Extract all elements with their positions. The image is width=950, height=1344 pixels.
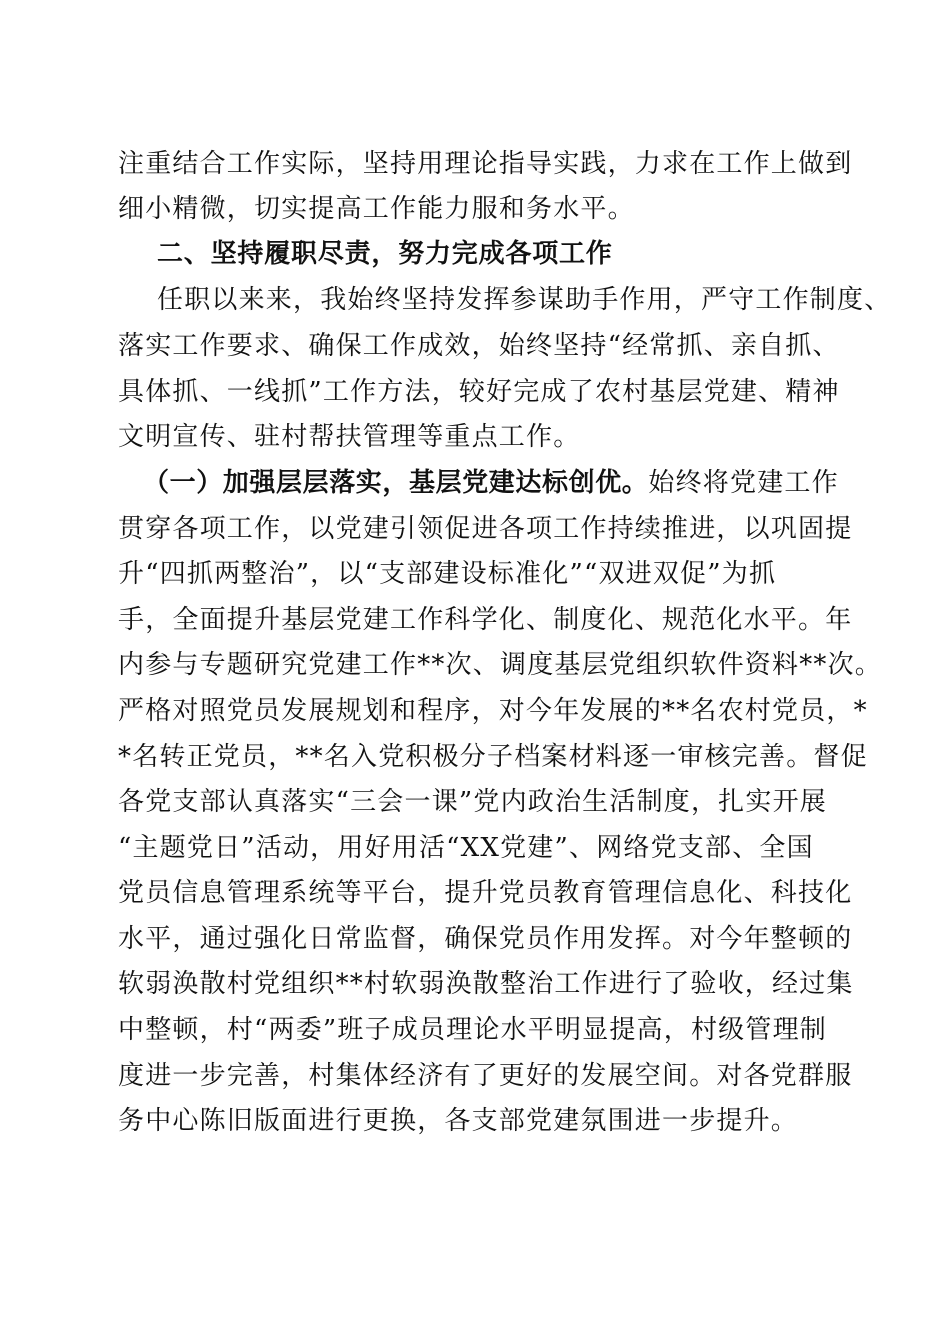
section-heading: 二、坚持履职尽责，努力完成各项工作 bbox=[157, 239, 613, 269]
subsection-heading: （一）加强层层落实，基层党建达标创优。 bbox=[143, 468, 649, 498]
paragraph-line: 具体抓、一线抓”工作方法，较好完成了农村基层党建、精神 bbox=[118, 377, 840, 407]
paragraph-line: 贯穿各项工作，以党建引领促进各项工作持续推进，以巩固提 bbox=[118, 514, 853, 544]
paragraph-line: 升“四抓两整治”，以“支部建设标准化”“双进双促”为抓 bbox=[118, 559, 777, 589]
paragraph-line: 各党支部认真落实“三会一课”党内政治生活制度，扎实开展 bbox=[118, 787, 827, 817]
paragraph-line: 细小精微，切实提高工作能力服和务水平。 bbox=[118, 194, 635, 224]
paragraph-line: 水平，通过强化日常监督，确保党员作用发挥。对今年整顿的 bbox=[118, 924, 853, 954]
paragraph-line: 严格对照党员发展规划和程序，对今年发展的**名农村党员，* bbox=[118, 696, 868, 726]
paragraph-line: 内参与专题研究党建工作**次、调度基层党组织软件资料**次。 bbox=[118, 650, 883, 680]
paragraph-line: 文明宣传、驻村帮扶管理等重点工作。 bbox=[118, 422, 581, 452]
paragraph-line: 手，全面提升基层党建工作科学化、制度化、规范化水平。年 bbox=[118, 605, 853, 635]
paragraph-line: 任职以来来，我始终坚持发挥参谋助手作用，严守工作制度、 bbox=[157, 285, 892, 315]
paragraph-line: 软弱涣散村党组织**村软弱涣散整治工作进行了验收，经过集 bbox=[118, 969, 854, 999]
paragraph-line: “主题党日”活动，用好用活“XX党建”、网络党支部、全国 bbox=[118, 833, 814, 863]
subsection-line bbox=[143, 466, 863, 500]
paragraph-line: 注重结合工作实际，坚持用理论指导实践，力求在工作上做到 bbox=[118, 149, 853, 179]
subsection-text: 始终将党建工作 bbox=[648, 468, 839, 498]
paragraph-line: 落实工作要求、确保工作成效，始终坚持“经常抓、亲自抓、 bbox=[118, 331, 840, 361]
paragraph-line: 务中心陈旧版面进行更换，各支部党建氛围进一步提升。 bbox=[118, 1106, 799, 1136]
paragraph-line: 党员信息管理系统等平台，提升党员教育管理信息化、科技化 bbox=[118, 878, 853, 908]
paragraph-line: 中整顿，村“两委”班子成员理论水平明显提高，村级管理制 bbox=[118, 1015, 827, 1045]
paragraph-line: 度进一步完善，村集体经济有了更好的发展空间。对各党群服 bbox=[118, 1061, 853, 1091]
paragraph-line: *名转正党员，**名入党积极分子档案材料逐一审核完善。督促 bbox=[118, 742, 868, 772]
